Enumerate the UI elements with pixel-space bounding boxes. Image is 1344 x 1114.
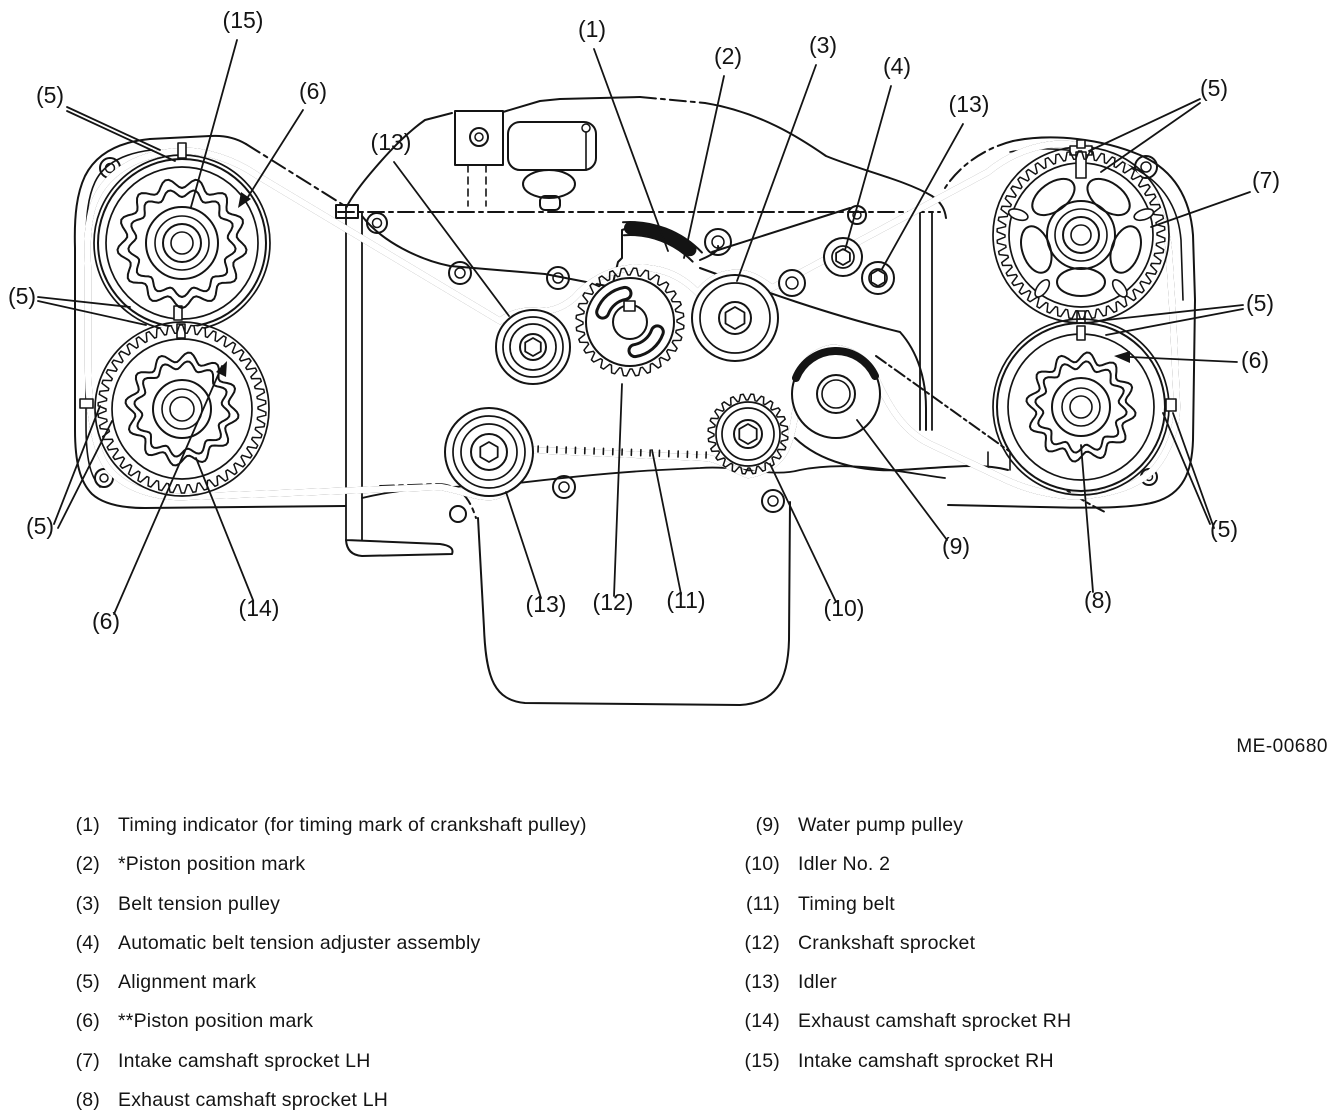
- legend-item-9: [712, 806, 1332, 845]
- legend-item-2: [48, 845, 688, 884]
- legend-item-8: [48, 1081, 688, 1114]
- idler-no2: [715, 401, 781, 467]
- callout-13-right: (13): [948, 91, 990, 117]
- legend-item-7: [48, 1042, 688, 1081]
- legend-label: Exhaust camshaft sprocket RH: [798, 1010, 1072, 1033]
- legend-label: Intake camshaft sprocket LH: [118, 1049, 371, 1072]
- legend-num: (12): [744, 931, 780, 954]
- legend-label: Alignment mark: [118, 971, 257, 994]
- legend-item-15: [712, 1042, 1332, 1081]
- legend-num: (1): [75, 814, 100, 836]
- callout-3: (3): [808, 32, 838, 58]
- callout-5-bottom-right: (5): [1209, 516, 1239, 542]
- legend-num: (8): [75, 1089, 100, 1112]
- legend-num: (5): [75, 971, 100, 994]
- legend-label: Belt tension pulley: [118, 892, 281, 915]
- callout-1: (1): [577, 16, 607, 42]
- callout-14: (14): [238, 595, 280, 621]
- callout-5-top-right: (5): [1199, 75, 1229, 101]
- legend-label: Water pump pulley: [798, 814, 964, 836]
- oil-pan-outline: [362, 466, 945, 705]
- piston-position-mark-arrows: [216, 192, 1130, 377]
- callout-13-bottom: (13): [525, 591, 567, 617]
- legend-item-12: [712, 924, 1332, 963]
- legend-right-column: [712, 806, 1332, 1081]
- legend-label: **Piston position mark: [118, 1010, 314, 1033]
- figure-code: ME-00680: [1236, 736, 1328, 757]
- callout-5-mid-right: (5): [1245, 290, 1275, 316]
- legend-label: Crankshaft sprocket: [798, 931, 976, 954]
- legend-label: Automatic belt tension adjuster assembly: [118, 931, 481, 954]
- callout-6-bottom: (6): [91, 608, 121, 634]
- legend-item-10: [712, 845, 1332, 884]
- legend-item-6: [48, 1002, 688, 1041]
- callout-7: (7): [1251, 167, 1281, 193]
- legend-num: (7): [75, 1049, 100, 1072]
- callout-15: (15): [222, 7, 264, 33]
- belt-tension-adjuster-assembly: [779, 238, 894, 296]
- legend-label: Exhaust camshaft sprocket LH: [118, 1089, 389, 1112]
- legend-num: (13): [744, 971, 780, 994]
- legend-num: (14): [744, 1010, 780, 1033]
- intake-camshaft-sprocket-lh: [993, 140, 1169, 325]
- legend-item-11: [712, 885, 1332, 924]
- cam-lh-lightening-hole-3: [1057, 268, 1105, 296]
- legend-num: (15): [744, 1049, 780, 1072]
- legend-num: (4): [75, 931, 100, 954]
- callout-13-left: (13): [370, 129, 412, 155]
- callout-4: (4): [882, 53, 912, 79]
- callout-6-right: (6): [1240, 347, 1270, 373]
- legend-label: Timing indicator (for timing mark of crankshaft pulley): [118, 814, 587, 836]
- legend-num: (10): [744, 853, 780, 876]
- callout-5-mid-left: (5): [7, 283, 37, 309]
- legend-left-column: [48, 806, 688, 1114]
- belt-tension-pulley: [692, 275, 778, 361]
- legend-num: (9): [755, 814, 780, 836]
- legend-num: (3): [75, 892, 100, 915]
- callout-5-top-left: (5): [35, 82, 65, 108]
- idler-lower: [445, 408, 533, 496]
- legend-num: (2): [75, 853, 100, 876]
- legend-item-5: [48, 963, 688, 1002]
- callout-9: (9): [941, 533, 971, 559]
- legend-label: Idler No. 2: [798, 853, 891, 876]
- callout-11: (11): [666, 587, 706, 613]
- callout-12: (12): [592, 589, 634, 615]
- legend-num: (11): [745, 892, 780, 915]
- callout-10: (10): [823, 595, 865, 621]
- callout-2: (2): [713, 43, 743, 69]
- legend-num: (6): [75, 1010, 100, 1033]
- legend-item-14: [712, 1002, 1332, 1041]
- legend-label: Intake camshaft sprocket RH: [798, 1049, 1054, 1072]
- callout-6-top: (6): [298, 78, 328, 104]
- legend-item-4: [48, 924, 688, 963]
- legend-item-13: [712, 963, 1332, 1002]
- water-pump-pulley: [792, 350, 880, 438]
- legend-label: Timing belt: [798, 892, 895, 915]
- legend-item-3: [48, 885, 688, 924]
- callout-5-bottom-left: (5): [25, 513, 55, 539]
- legend-item-1: [48, 806, 688, 845]
- crankshaft-sprocket: [586, 278, 674, 366]
- idler-upper: [496, 310, 570, 384]
- legend-label: *Piston position mark: [118, 853, 306, 876]
- legend-label: Idler: [798, 971, 837, 994]
- callout-8: (8): [1083, 587, 1113, 613]
